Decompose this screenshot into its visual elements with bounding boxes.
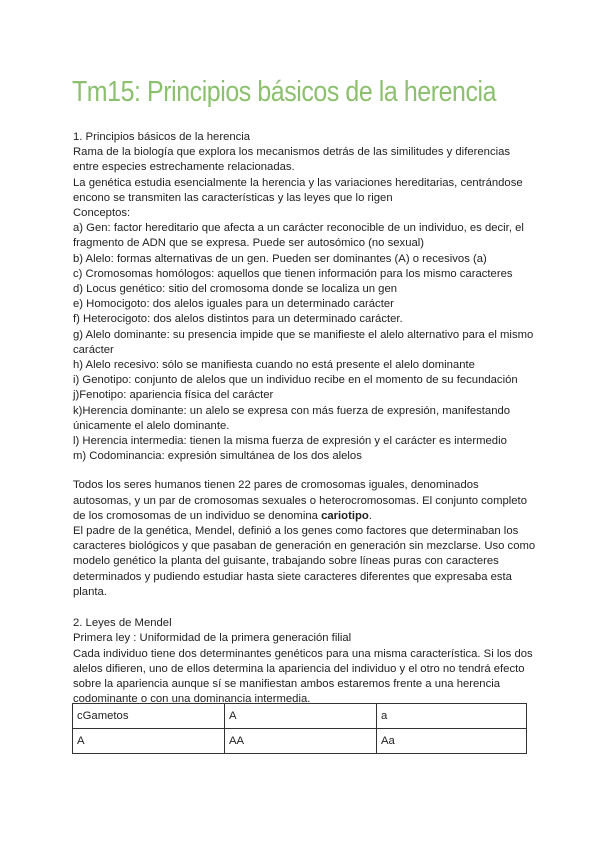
- table-cell: AA: [225, 729, 377, 754]
- section2-subheading: Primera ley : Uniformidad de la primera generación filial: [73, 632, 352, 645]
- section2-heading: 2. Leyes de Mendel: [73, 617, 172, 630]
- table-cell: A: [73, 729, 225, 754]
- section1-heading: 1. Principios básicos de la herencia: [73, 131, 251, 143]
- karyotype-paragraph: [73, 478, 538, 524]
- karyotype-end: .: [368, 509, 372, 522]
- punnett-table: [72, 703, 527, 754]
- paragraph: La genética estudia esencialmente la herencia y las variaciones hereditarias, centrándose encono se transmiten las características y las leyes que lo rigen: [73, 176, 523, 204]
- page-title: Tm15: Principios básicos de la herencia: [72, 76, 497, 108]
- concept-item: f) Heterocigoto: dos alelos distintos para un determinado carácter.: [73, 313, 403, 326]
- concept-item: h) Alelo recesivo: sólo se manifiesta cuando no está presente el alelo dominante: [73, 359, 475, 372]
- concept-item: d) Locus genético: sitio del cromosoma donde se localiza un gen: [73, 283, 398, 296]
- table-cell: cGametos: [73, 704, 225, 729]
- concept-item: g) Alelo dominante: su presencia impide que se manifieste el alelo alternativo para el mismo carácter: [73, 328, 534, 356]
- concepts-label: Conceptos:: [73, 207, 131, 220]
- table-row: [73, 729, 527, 754]
- mendel-paragraph: El padre de la genética, Mendel, definió a los genes como factores que determinaban los caracteres biológicos y que pasaban de generación en generación sin mezclarse. Uso como modelo genético la planta del guisante, trabajando sobre líneas puras con caracteres determinados y pudiendo estudiar hasta siete caracteres diferentes que expresaba esta planta.: [73, 525, 536, 598]
- table-cell: A: [225, 704, 377, 729]
- concept-item: b) Alelo: formas alternativas de un gen. Pueden ser dominantes (A) o recesivos (a): [73, 252, 487, 265]
- karyotype-term: cariotipo: [321, 509, 369, 522]
- table-cell: a: [377, 704, 527, 729]
- concept-item: m) Codominancia: expresión simultánea de los dos alelos: [73, 450, 362, 463]
- paragraph: Rama de la biología que explora los mecanismos detrás de las similitudes y diferencias entre especies estrechamente relacionadas.: [73, 146, 511, 174]
- concept-item: k)Herencia dominante: un alelo se expresa con más fuerza de expresión, manifestando únicamente el alelo dominante.: [73, 404, 511, 432]
- table-row: [73, 704, 527, 729]
- concept-item: l) Herencia intermedia: tienen la misma fuerza de expresión y el carácter es intermedio: [73, 435, 507, 448]
- table-cell: Aa: [377, 729, 527, 754]
- concept-item: a) Gen: factor hereditario que afecta a un carácter reconocible de un individuo, es decir, el fragmento de ADN que se expresa. Puede ser autosómico (no sexual): [73, 222, 524, 250]
- section2-paragraph: Cada individuo tiene dos determinantes genéticos para una misma característica. Si los dos alelos difieren, uno de ellos determina la apariencia del individuo y el otro no tendrá efecto sobre la apariencia aunque sí se manifiestan ambos estaremos frente a una herencia codominante o con una dominancia intermedia.: [73, 647, 533, 706]
- document-body: [73, 130, 538, 707]
- concept-item: i) Genotipo: conjunto de alelos que un individuo recibe en el momento de su fecundación: [73, 374, 518, 387]
- karyotype-text: Todos los seres humanos tienen 22 pares de cromosomas iguales, denominados autosomas, y un par de cromosomas sexuales o heterocromosomas. El conjunto completo de los cromosomas de un individuo se denomina: [73, 479, 527, 522]
- concept-item: c) Cromosomas homólogos: aquellos que tienen información para los mismo caracteres: [73, 267, 513, 280]
- concept-item: j)Fenotipo: apariencia física del carácter: [73, 389, 274, 402]
- concept-item: e) Homocigoto: dos alelos iguales para un determinado carácter: [73, 298, 394, 311]
